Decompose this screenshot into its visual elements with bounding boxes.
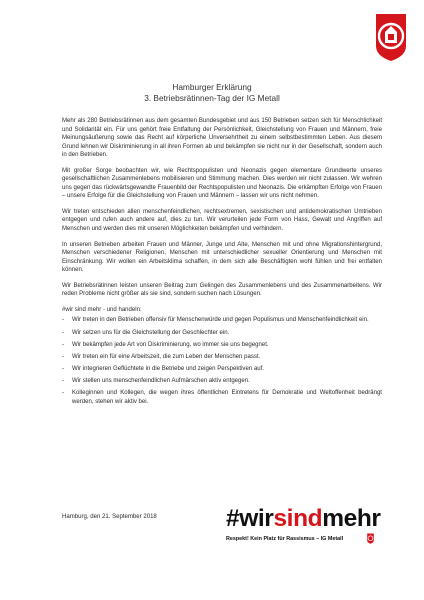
list-item: [62, 341, 382, 350]
bullet-dash: -: [62, 341, 65, 348]
list-item: [62, 353, 382, 362]
hashtag-middle: sind: [273, 505, 323, 532]
list-item-text: Wir bekämpfen jede Art von Diskriminierung, wo immer sie uns begegnet.: [72, 341, 269, 348]
list-item: [62, 389, 382, 406]
list-item-text: Wir treten in den Betrieben offensiv für Menschenwürde und gegen Populismus und Menschenfeindlichkeit ein.: [72, 317, 369, 324]
list-item-text: Wir stellen uns menschenfeindlichen Aufmärschen aktiv entgegen.: [72, 377, 250, 384]
body-paragraph: In unseren Betrieben arbeiten Frauen und Männer, Junge und Alte, Menschen mit und ohne Migrationshintergrund, Menschen verschiedener Religionen, Menschen mit unterschiedlicher sexueller Orientierung und Menschen mit Einschränkung. Wir wollen ein Arbeitsklima schaffen, in dem sich alle Beschäftigten wohl fühlen und frei entfalten können.: [62, 241, 382, 274]
body-paragraph: Mehr als 280 Betriebsrätinnen aus dem gesamten Bundesgebiet und aus 150 Betrieben setzen sich für Menschlichkeit und Solidarität ein. Für uns gehört freie Entfaltung der Persönlichkeit, Gleichstellung von Frauen und Männern, freie Meinungsäußerung sowie das Recht auf körperliche Unversehrtheit zu einem selbstbestimmten Leben. Aus diesem Grund lehnen wir Diskriminierung in all ihren Formen ab und bekämpfen sie nicht nur in der Gesellschaft, sondern auch in den Betrieben.: [62, 118, 382, 158]
campaign-slogan: Respekt! Kein Platz für Rassismus – IG Metall: [226, 536, 344, 542]
list-item: [62, 329, 382, 338]
bullet-dash: -: [62, 365, 65, 372]
list-item-text: Kolleginnen und Kollegen, die wegen ihres öffentlichen Eintretens für Demokratie und Weltoffenheit bedrängt werden, stehen wir aktiv bei.: [72, 390, 382, 405]
bullet-dash: -: [62, 329, 65, 336]
document-date: Hamburg, den 21. September 2018: [62, 514, 157, 520]
hashtag-prefix: #wir: [226, 505, 274, 532]
bullet-dash: -: [62, 353, 65, 360]
ig-metall-small-logo-icon: [366, 533, 375, 544]
list-item: [62, 365, 382, 374]
body-paragraph: Mit großer Sorge beobachten wir, wie Rechtspopulisten und Neonazis gegen elementare Grundwerte unseres gesellschaftlichen Zusammenlebens mobilisieren und Stimmung machen. Dies werden wir nicht zulassen. Wir wehren uns gegen das rückwärtsgewandte Frauenbild der Rechtspopulisten und Neonazis. Die erkämpften Erfolge von Frauen – unsere Erfolge für die Gleichstellung von Frauen und Männern – lassen wir uns nicht nehmen.: [62, 167, 382, 200]
document-body: [62, 117, 382, 416]
ig-metall-logo-icon: [372, 12, 410, 62]
list-intro: #wir sind mehr - und handeln:: [62, 306, 142, 313]
list-item-text: Wir integrieren Geflüchtete in die Betriebe und zeigen Perspektiven auf.: [72, 365, 264, 372]
document-title: Hamburger Erklärung: [172, 82, 252, 92]
list-item: [62, 316, 382, 325]
demands-list: [62, 316, 382, 406]
campaign-hashtag: [226, 506, 381, 532]
body-paragraph: Wir Betriebsrätinnen leisten unseren Beitrag zum Gelingen des Zusammenlebens und des Zusammenarbeitens. Wir reden Probleme nicht größer als sie sind, sondern suchen nach Lösungen.: [62, 282, 382, 298]
bullet-dash: -: [62, 377, 65, 384]
list-item: [62, 377, 382, 386]
bullet-dash: -: [62, 317, 65, 324]
bullet-dash: -: [62, 390, 65, 396]
hashtag-suffix: mehr: [322, 505, 381, 532]
document-subtitle: 3. Betriebsrätinnen-Tag der IG Metall: [144, 93, 280, 103]
body-paragraph: Wir treten entschieden allen menschenfeindlichen, rechtsextremen, sexistischen und antidemokratischen Umtrieben entgegen und rufen auch andere auf, dies zu tun. Wir verurteilen jede Form von Hass, Gewalt und Angriffen auf Menschen und werden dies mit unseren Möglichkeiten bekämpfen und verhindern.: [62, 208, 382, 232]
list-item-text: Wir setzen uns für die Gleichstellung der Geschlechter ein.: [72, 329, 230, 336]
list-item-text: Wir treten ein für eine Arbeitszeit, die zum Leben der Menschen passt.: [72, 353, 261, 360]
document-header: [0, 82, 424, 104]
